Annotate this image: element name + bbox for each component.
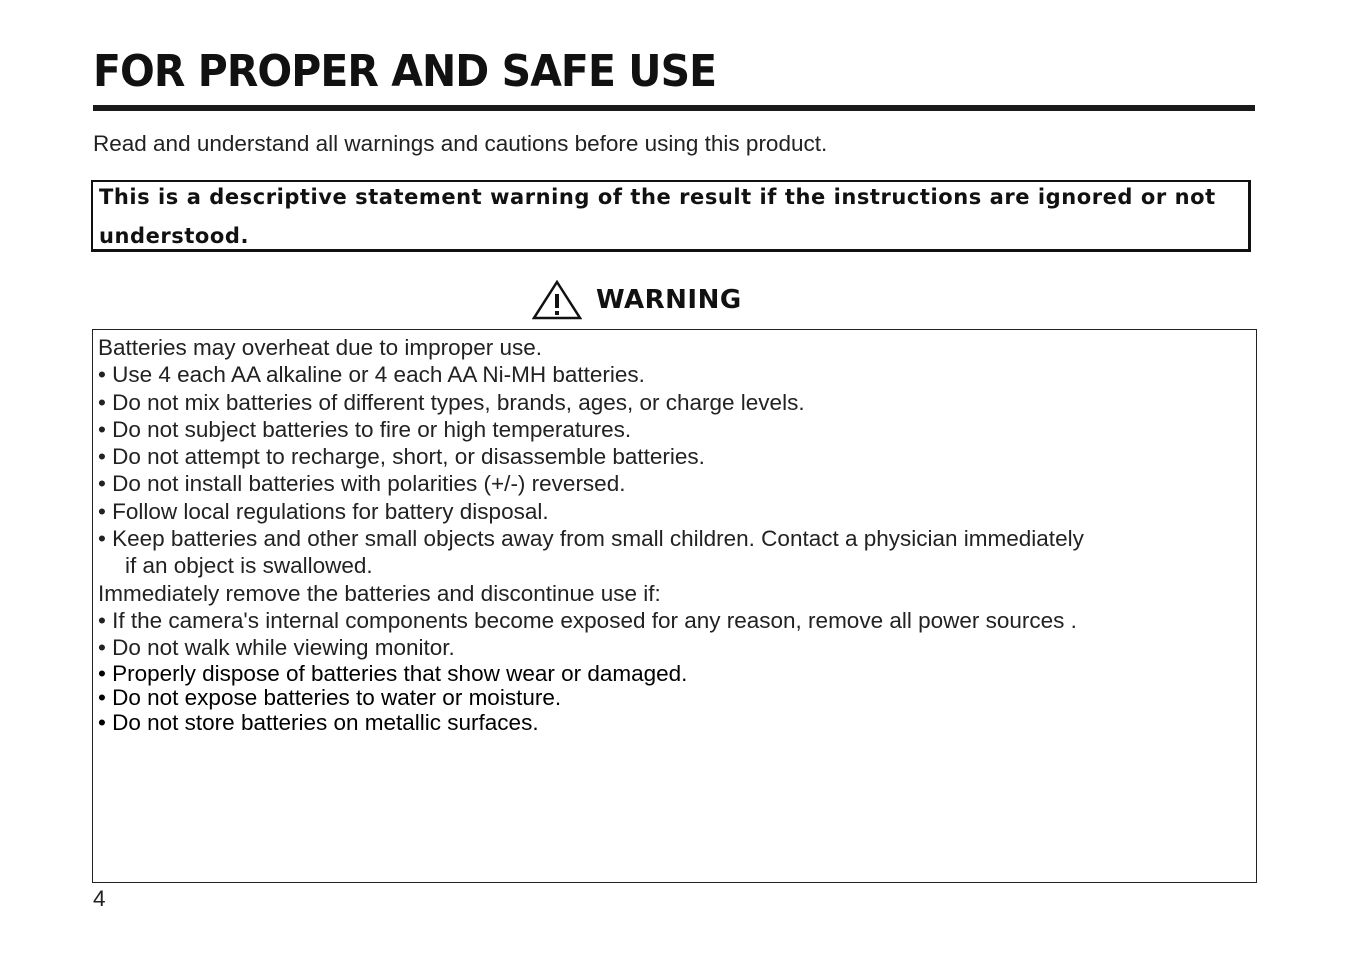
- warning-triangle-icon: [532, 280, 582, 320]
- warning-line: • Do not store batteries on metallic surfaces.: [98, 709, 539, 735]
- notice-box: [91, 180, 1251, 252]
- warning-heading: [532, 280, 742, 320]
- page-number: 4: [93, 886, 106, 911]
- warning-line: • If the camera's internal components become exposed for any reason, remove all power sources .: [98, 607, 1077, 633]
- warning-line: • Do not install batteries with polarities (+/-) reversed.: [98, 471, 626, 497]
- warning-line: • Do not mix batteries of different types, brands, ages, or charge levels.: [98, 389, 805, 415]
- warning-label: WARNING: [596, 285, 742, 315]
- page-title: FOR PROPER AND SAFE USE: [93, 46, 717, 97]
- warning-line: • Do not expose batteries to water or moisture.: [98, 685, 562, 711]
- warning-box: [92, 329, 1257, 883]
- warning-line: • Follow local regulations for battery disposal.: [98, 498, 549, 524]
- warning-line: • Do not walk while viewing monitor.: [98, 635, 455, 661]
- title-underline-rule: [93, 105, 1255, 111]
- warning-line: • Do not subject batteries to fire or high temperatures.: [98, 416, 632, 442]
- warning-line: • Use 4 each AA alkaline or 4 each AA Ni-MH batteries.: [98, 362, 645, 388]
- warning-line: • Keep batteries and other small objects away from small children. Contact a physician immediately: [98, 526, 1084, 552]
- notice-text: This is a descriptive statement warning of the result if the instructions are ignored or not understood.: [99, 185, 1216, 248]
- warning-line: Batteries may overheat due to improper use.: [98, 335, 542, 360]
- warning-line: • Do not attempt to recharge, short, or disassemble batteries.: [98, 444, 705, 470]
- warning-line-continuation: if an object is swallowed.: [125, 553, 373, 579]
- intro-text: Read and understand all warnings and cautions before using this product.: [93, 131, 828, 156]
- warning-line: • Properly dispose of batteries that show wear or damaged.: [98, 660, 688, 686]
- warning-line: Immediately remove the batteries and discontinue use if:: [98, 580, 661, 606]
